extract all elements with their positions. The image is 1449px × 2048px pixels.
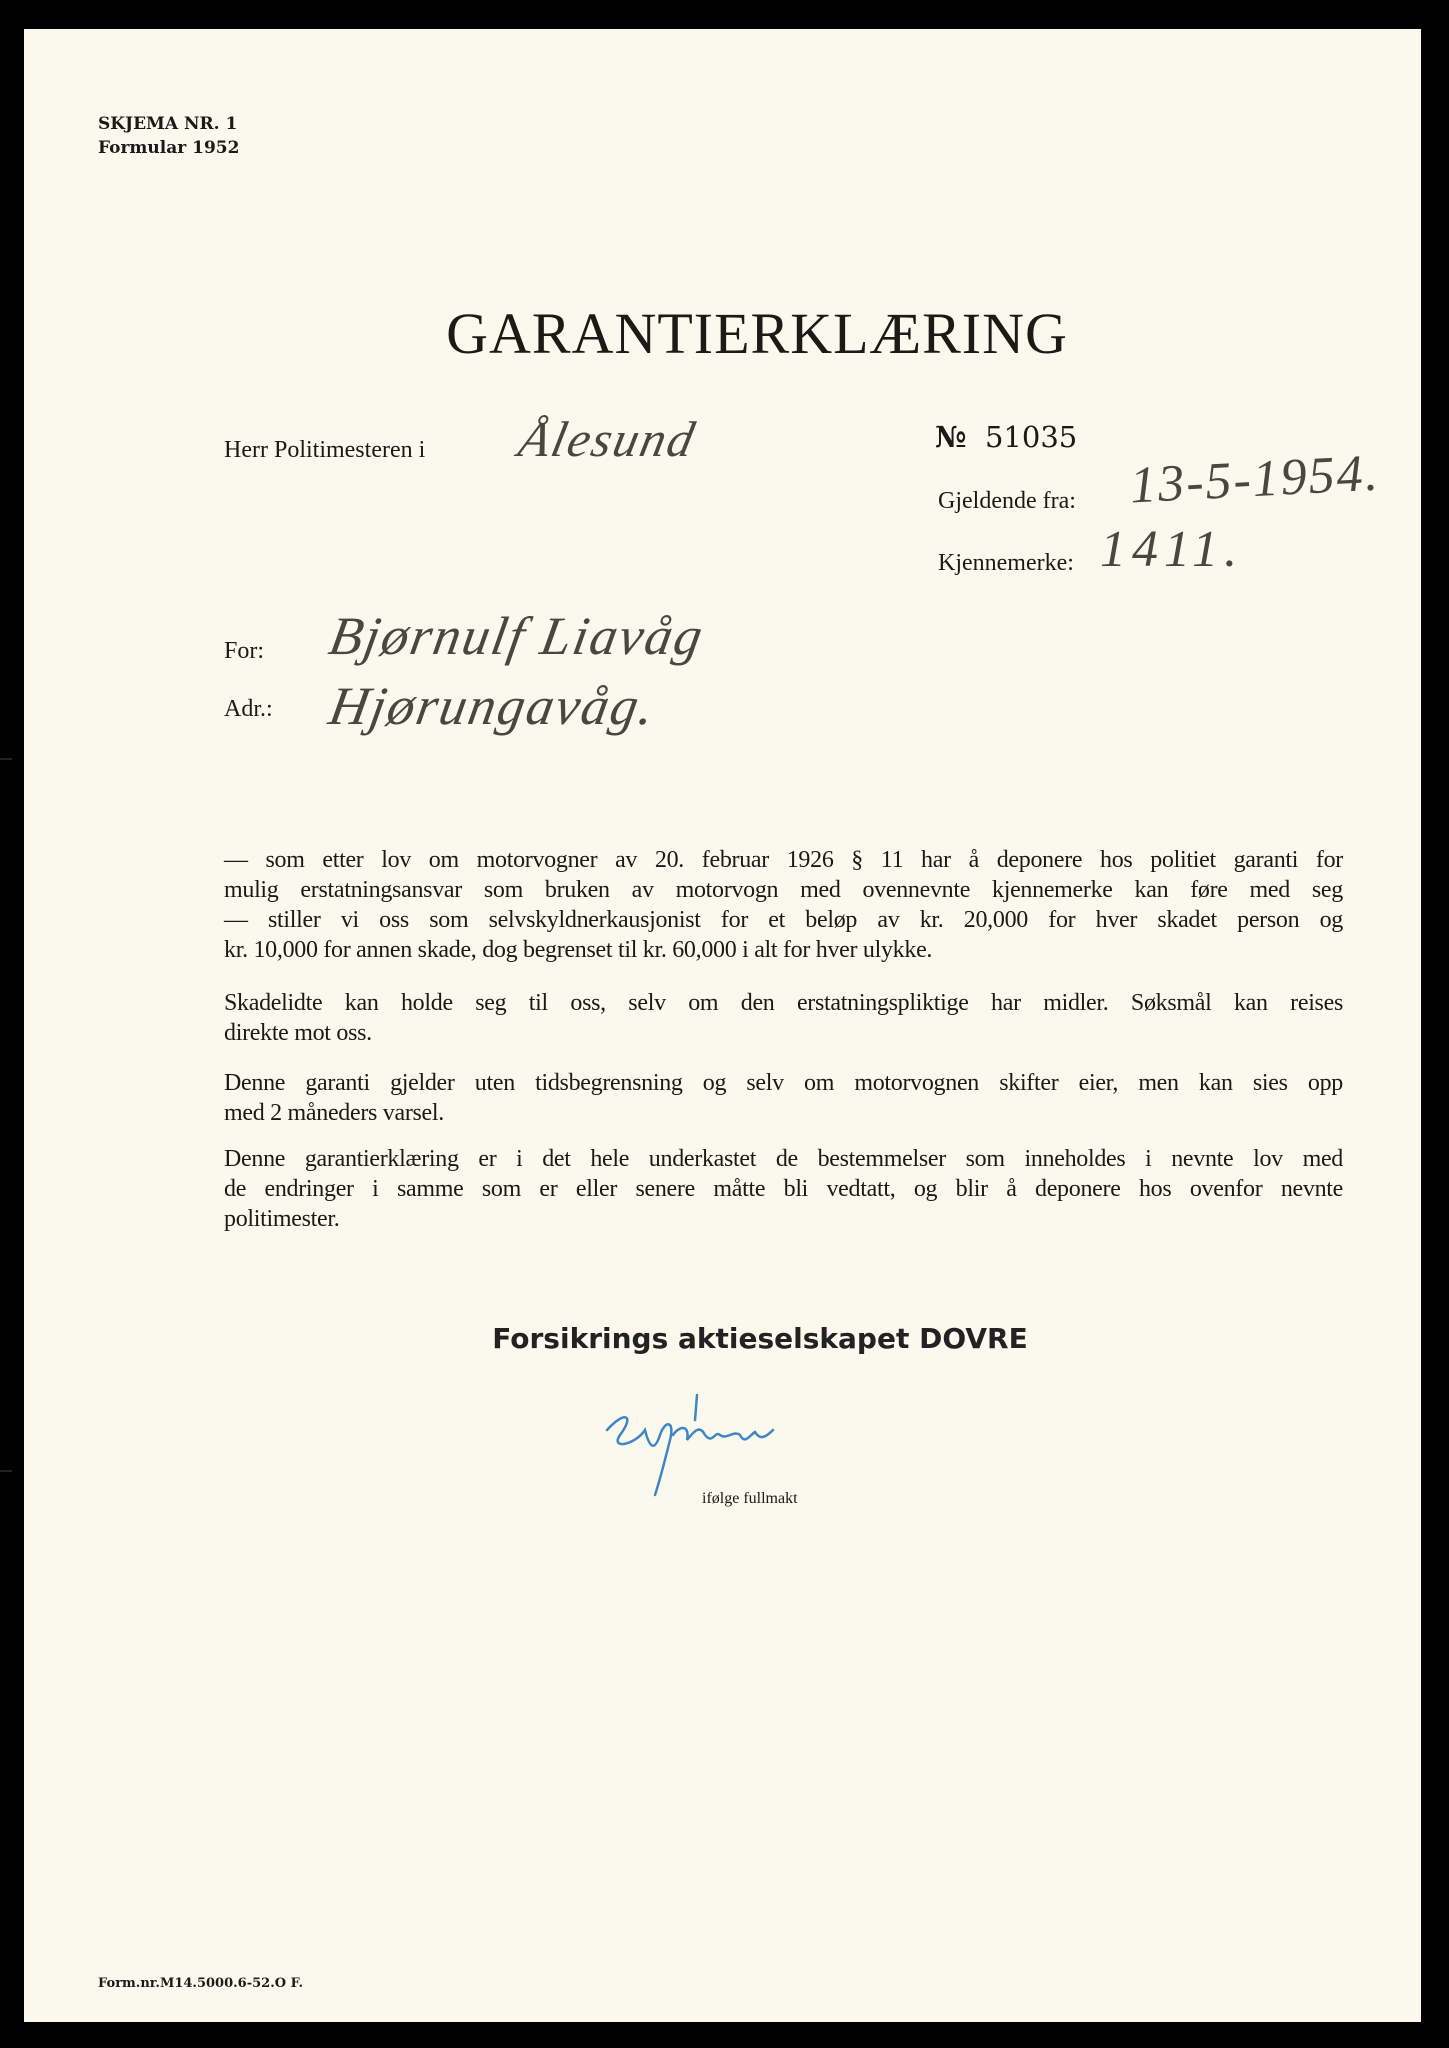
address-value: Hjørungavåg. (324, 676, 661, 736)
signature-note: ifølge fullmakt (702, 1490, 798, 1507)
number-value: 51035 (984, 420, 1078, 454)
valid-from-value: 13-5-1954. (1128, 444, 1381, 515)
schema-number: SKJEMA NR. 1 (98, 114, 238, 134)
registration-value: 1411. (1100, 521, 1244, 578)
text-line: de endringer i samme som er eller senere måtte bli vedtatt, og blir å deponere hos ovenfor nevnte (224, 1176, 1343, 1202)
text-line: — stiller vi oss som selvskyldnerkausjonist for et beløp av kr. 20,000 for hver skadet person og (224, 907, 1343, 933)
form-number-footer: Form.nr.M14.5000.6-52.O F. (98, 1976, 304, 1991)
text-line: Denne garantierklæring er i det hele underkastet de bestemmelser som inneholdes i nevnte lov med (224, 1146, 1343, 1172)
form-header (98, 112, 239, 160)
recipient-label: Herr Politimesteren i (224, 437, 426, 463)
document-number (935, 420, 1077, 454)
paragraph-4 (224, 1144, 1343, 1234)
text-line: mulig erstatningsansvar som bruken av motorvogn med ovennevnte kjennemerke kan føre med seg (224, 877, 1343, 903)
recipient-value: Ålesund (514, 411, 702, 467)
text-line: Skadelidte kan holde seg til oss, selv om den erstatningspliktige har midler. Søksmål kan reises (224, 990, 1343, 1016)
number-symbol: № (935, 420, 967, 454)
text-line: med 2 måneders varsel. (224, 1100, 444, 1126)
text-line: Denne garanti gjelder uten tidsbegrensning og selv om motorvognen skifter eier, men kan sies opp (224, 1070, 1343, 1096)
text-line: politimester. (224, 1206, 340, 1232)
for-label: For: (224, 638, 265, 664)
company-name: Forsikrings aktieselskapet DOVRE (492, 1322, 1028, 1355)
paragraph-3 (224, 1068, 1343, 1128)
text-line: direkte mot oss. (224, 1020, 372, 1046)
formular-year: Formular 1952 (98, 138, 240, 158)
document-title: GARANTIERKLÆRING (446, 301, 1068, 366)
paragraph-1 (224, 845, 1343, 965)
fold-mark (0, 1470, 12, 1472)
for-value: Bjørnulf Liavåg (324, 606, 709, 666)
valid-from-label: Gjeldende fra: (938, 488, 1076, 514)
fold-mark (0, 758, 12, 760)
text-line: — som etter lov om motorvogner av 20. februar 1926 § 11 har å deponere hos politiet garanti for (224, 847, 1343, 873)
registration-label: Kjennemerke: (938, 550, 1074, 576)
paragraph-2 (224, 988, 1343, 1048)
text-line: kr. 10,000 for annen skade, dog begrenset til kr. 60,000 i alt for hver ulykke. (224, 937, 933, 963)
address-label: Adr.: (224, 696, 273, 722)
signature (595, 1390, 795, 1500)
